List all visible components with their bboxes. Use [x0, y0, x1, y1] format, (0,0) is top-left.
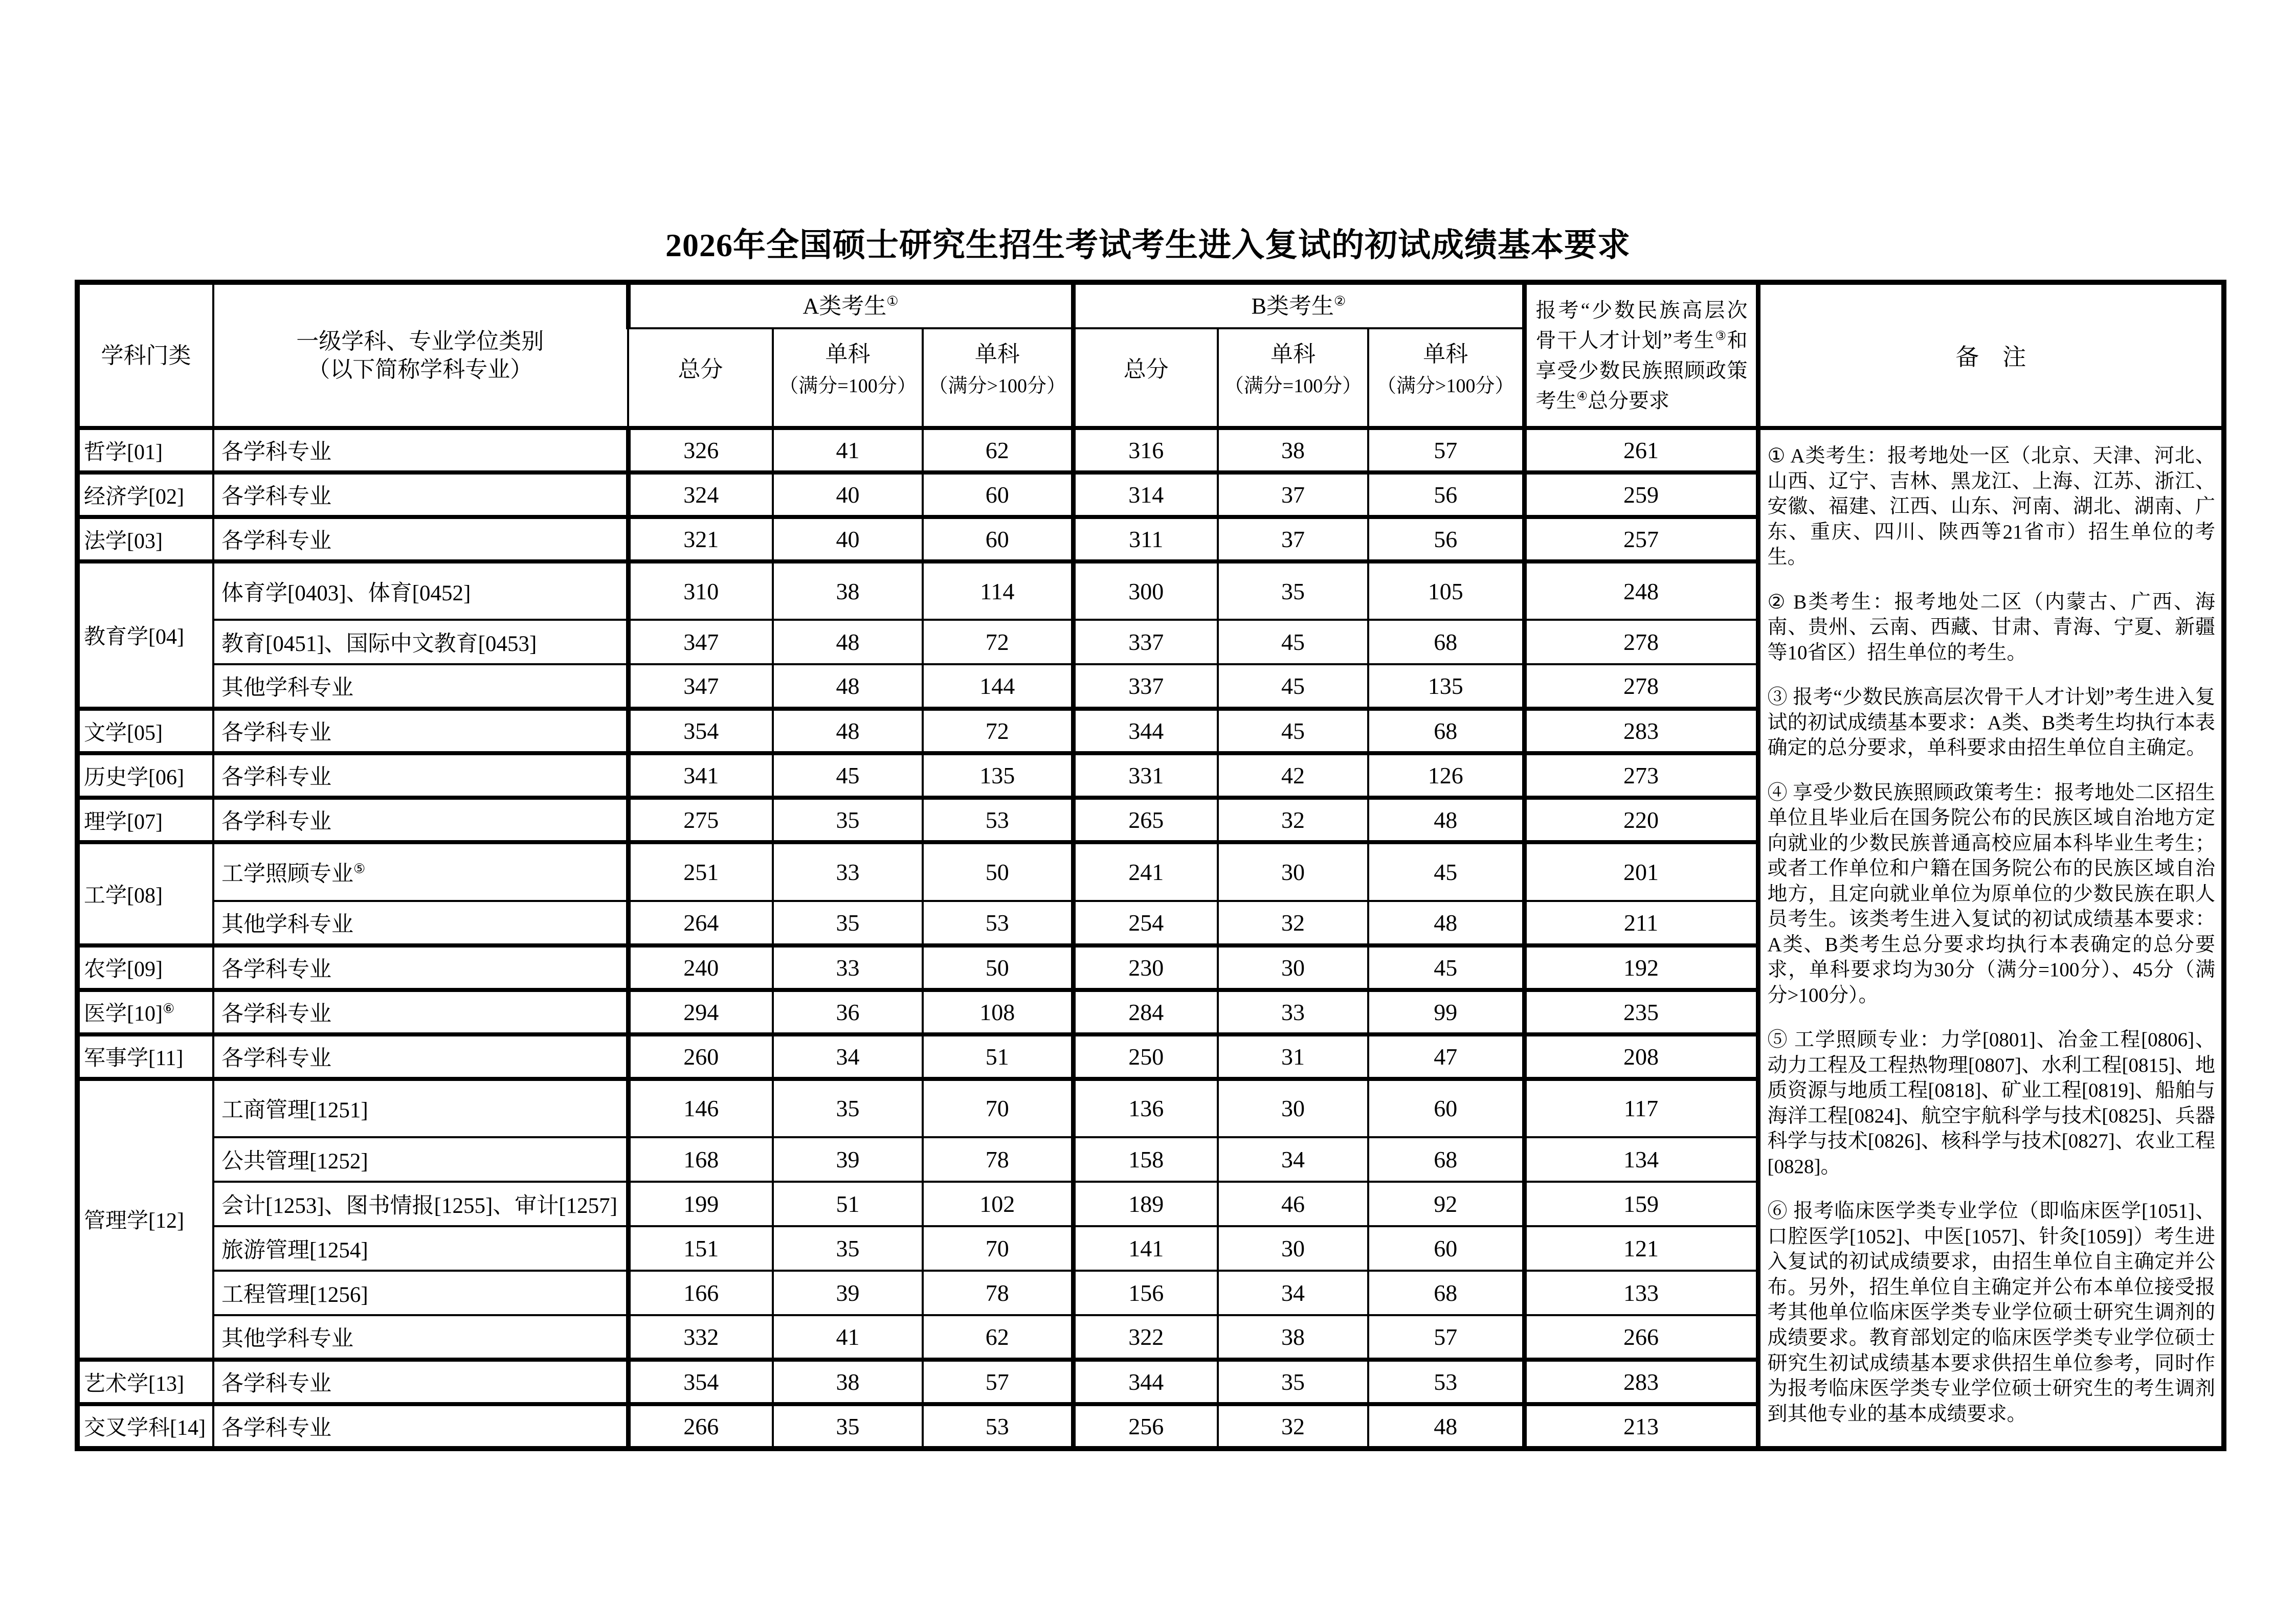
score-cell: 60 — [1368, 1079, 1524, 1137]
header-single-gt100-a — [923, 328, 1073, 428]
score-cell: 354 — [628, 1360, 773, 1404]
score-cell: 38 — [773, 561, 923, 620]
score-cell: 156 — [1073, 1271, 1218, 1315]
score-cell: 38 — [1218, 428, 1368, 472]
score-cell: 310 — [628, 561, 773, 620]
score-cell: 48 — [773, 709, 923, 753]
score-cell: 256 — [1073, 1404, 1218, 1449]
note-paragraph: ① A类考生：报考地处一区（北京、天津、河北、山西、辽宁、吉林、黑龙江、上海、江苏、浙江、安徽、福建、江西、山东、河南、湖北、湖南、广东、重庆、四川、陕西等21省市）招生单位的考生。 — [1767, 445, 2216, 569]
score-cell: 92 — [1368, 1182, 1524, 1226]
subject-cell: 其他学科专业 — [213, 901, 628, 945]
score-cell: 199 — [628, 1182, 773, 1226]
minority-total-cell: 273 — [1524, 753, 1758, 798]
score-cell: 38 — [773, 1360, 923, 1404]
category-cell: 艺术学[13] — [77, 1360, 213, 1404]
category-cell: 工学[08] — [77, 842, 213, 945]
header-remarks: 备 注 — [1758, 282, 2224, 428]
score-cell: 48 — [1368, 798, 1524, 842]
score-cell: 135 — [1368, 664, 1524, 709]
subject-cell: 各学科专业 — [213, 472, 628, 517]
subject-cell: 体育学[0403]、体育[0452] — [213, 561, 628, 620]
score-cell: 284 — [1073, 990, 1218, 1034]
subject-cell: 各学科专业 — [213, 517, 628, 561]
score-cell: 70 — [923, 1226, 1073, 1271]
note-paragraph: ⑥ 报考临床医学类专业学位（即临床医学[1051]、口腔医学[1052]、中医[1057]、针灸[1059]）考生进入复试的初试成绩要求，由招生单位自主确定并公布。另外，招生单位自主确定并公布本单位接受报考其他单位临床医学类专业学位硕士研究生调剂的成绩要求。教育部划定的临床医学类专业学位硕士研究生初试成绩基本要求供招生单位参考，同时作为报考临床医学类专业学位硕士研究生的考生调剂到其他专业的基本成绩要求。 — [1767, 1200, 2216, 1425]
score-cell: 241 — [1073, 842, 1218, 900]
subject-cell: 各学科专业 — [213, 945, 628, 990]
score-cell: 56 — [1368, 472, 1524, 517]
score-cell: 42 — [1218, 753, 1368, 798]
note-paragraph: ④ 享受少数民族照顾政策考生：报考地处二区招生单位且毕业后在国务院公布的民族区域自治地方定向就业的少数民族普通高校应届本科毕业生考生；或者工作单位和户籍在国务院公布的民族区域自治地方，且定向就业单位为原单位的少数民族在职人员考生。该类考生进入复试的初试成绩基本要求：A类、B类考生总分要求均执行本表确定的总分要求，单科要求均为30分（满分=100分）、45分（满分>100分）。 — [1767, 781, 2216, 1006]
minority-total-cell: 208 — [1524, 1034, 1758, 1079]
category-cell: 法学[03] — [77, 517, 213, 561]
header-total-score-b: 总分 — [1073, 328, 1218, 428]
score-cell: 300 — [1073, 561, 1218, 620]
score-cell: 57 — [923, 1360, 1073, 1404]
score-cell: 294 — [628, 990, 773, 1034]
score-cell: 35 — [773, 1079, 923, 1137]
score-cell: 240 — [628, 945, 773, 990]
score-cell: 40 — [773, 472, 923, 517]
score-cell: 32 — [1218, 1404, 1368, 1449]
score-cell: 41 — [773, 428, 923, 472]
score-cell: 126 — [1368, 753, 1524, 798]
score-cell: 108 — [923, 990, 1073, 1034]
score-cell: 102 — [923, 1182, 1073, 1226]
score-cell: 48 — [1368, 901, 1524, 945]
score-cell: 78 — [923, 1271, 1073, 1315]
score-cell: 60 — [923, 472, 1073, 517]
score-cell: 72 — [923, 709, 1073, 753]
score-cell: 53 — [923, 901, 1073, 945]
score-cell: 251 — [628, 842, 773, 900]
category-cell: 历史学[06] — [77, 753, 213, 798]
score-cell: 53 — [923, 1404, 1073, 1449]
score-cell: 254 — [1073, 901, 1218, 945]
subject-cell: 各学科专业 — [213, 798, 628, 842]
single-full-label: （满分=100分） — [779, 375, 917, 397]
score-cell: 56 — [1368, 517, 1524, 561]
subject-cell: 各学科专业 — [213, 753, 628, 798]
subject-cell: 旅游管理[1254] — [213, 1226, 628, 1271]
header-discipline — [213, 282, 628, 428]
score-cell: 46 — [1218, 1182, 1368, 1226]
score-cell: 354 — [628, 709, 773, 753]
category-cell: 文学[05] — [77, 709, 213, 753]
score-cell: 39 — [773, 1271, 923, 1315]
score-cell: 105 — [1368, 561, 1524, 620]
header-group-a — [628, 282, 1073, 328]
header-row-groups — [77, 282, 2224, 328]
score-cell: 275 — [628, 798, 773, 842]
score-cell: 33 — [1218, 990, 1368, 1034]
score-cell: 45 — [1218, 664, 1368, 709]
score-cell: 48 — [773, 620, 923, 664]
score-cell: 337 — [1073, 664, 1218, 709]
minority-total-cell: 266 — [1524, 1315, 1758, 1360]
score-cell: 33 — [773, 842, 923, 900]
score-cell: 168 — [628, 1137, 773, 1182]
header-single-100-b — [1218, 328, 1368, 428]
score-cell: 68 — [1368, 1137, 1524, 1182]
score-cell: 47 — [1368, 1034, 1524, 1079]
score-cell: 57 — [1368, 1315, 1524, 1360]
score-cell: 321 — [628, 517, 773, 561]
category-cell: 理学[07] — [77, 798, 213, 842]
score-cell: 53 — [1368, 1360, 1524, 1404]
score-cell: 50 — [923, 945, 1073, 990]
score-cell: 344 — [1073, 709, 1218, 753]
header-single-gt100-b — [1368, 328, 1524, 428]
single-full-label: （满分>100分） — [1377, 375, 1514, 397]
score-cell: 30 — [1218, 945, 1368, 990]
single-full-label: （满分>100分） — [928, 375, 1066, 397]
header-subject-category: 学科门类 — [77, 282, 213, 428]
score-cell: 35 — [773, 798, 923, 842]
score-cell: 35 — [773, 901, 923, 945]
minority-total-cell: 220 — [1524, 798, 1758, 842]
footnote-marker-1: ① — [886, 294, 899, 309]
group-b-label: B类考生 — [1251, 294, 1334, 319]
score-cell: 68 — [1368, 1271, 1524, 1315]
header-minority-plan: 报考“少数民族高层次骨干人才计划”考生③和享受少数民族照顾政策考生④总分要求 — [1524, 282, 1758, 428]
subject-cell: 各学科专业 — [213, 1034, 628, 1079]
minority-total-cell: 201 — [1524, 842, 1758, 900]
minority-total-cell: 259 — [1524, 472, 1758, 517]
score-cell: 322 — [1073, 1315, 1218, 1360]
header-total-score-a: 总分 — [628, 328, 773, 428]
score-cell: 341 — [628, 753, 773, 798]
score-cell: 62 — [923, 1315, 1073, 1360]
category-cell: 医学[10]⑥ — [77, 990, 213, 1034]
score-cell: 72 — [923, 620, 1073, 664]
score-cell: 30 — [1218, 842, 1368, 900]
header-discipline-line1: 一级学科、专业学位类别 — [296, 329, 544, 354]
score-cell: 264 — [628, 901, 773, 945]
minority-total-cell: 257 — [1524, 517, 1758, 561]
subject-cell: 各学科专业 — [213, 709, 628, 753]
score-table — [75, 280, 2226, 1451]
subject-cell: 各学科专业 — [213, 428, 628, 472]
score-cell: 314 — [1073, 472, 1218, 517]
note-paragraph: ⑤ 工学照顾专业：力学[0801]、冶金工程[0806]、动力工程及工程热物理[0807]、水利工程[0815]、地质资源与地质工程[0818]、矿业工程[0819]、船舶与海洋工程[0824]、航空宇航科学与技术[0825]、兵器科学与技术[0826]、核科学与技术[0827]、农业工程[0828]。 — [1767, 1029, 2216, 1178]
score-cell: 316 — [1073, 428, 1218, 472]
score-cell: 35 — [773, 1404, 923, 1449]
score-cell: 40 — [773, 517, 923, 561]
score-cell: 347 — [628, 664, 773, 709]
subject-cell: 会计[1253]、图书情报[1255]、审计[1257] — [213, 1182, 628, 1226]
single-full-label: （满分=100分） — [1224, 375, 1362, 397]
score-cell: 158 — [1073, 1137, 1218, 1182]
score-cell: 32 — [1218, 901, 1368, 945]
single-label: 单科 — [1270, 341, 1316, 367]
minority-total-cell: 192 — [1524, 945, 1758, 990]
score-cell: 35 — [1218, 1360, 1368, 1404]
table-body — [77, 428, 2224, 1449]
score-cell: 45 — [1368, 842, 1524, 900]
subject-cell: 公共管理[1252] — [213, 1137, 628, 1182]
footnote-marker: ⑤ — [353, 861, 366, 876]
score-cell: 331 — [1073, 753, 1218, 798]
subject-cell: 其他学科专业 — [213, 1315, 628, 1360]
header-discipline-line2: （以下简称学科专业） — [307, 357, 533, 382]
category-cell: 管理学[12] — [77, 1079, 213, 1360]
table-row — [77, 428, 2224, 472]
score-cell: 78 — [923, 1137, 1073, 1182]
minority-total-cell: 121 — [1524, 1226, 1758, 1271]
subject-cell: 教育[0451]、国际中文教育[0453] — [213, 620, 628, 664]
score-cell: 45 — [773, 753, 923, 798]
footnote-marker: ④ — [1576, 390, 1588, 403]
minority-total-cell: 278 — [1524, 664, 1758, 709]
subject-cell: 工商管理[1251] — [213, 1079, 628, 1137]
minority-total-cell: 117 — [1524, 1079, 1758, 1137]
category-cell: 教育学[04] — [77, 561, 213, 709]
score-cell: 324 — [628, 472, 773, 517]
score-cell: 60 — [923, 517, 1073, 561]
score-cell: 347 — [628, 620, 773, 664]
header-group-b — [1073, 282, 1524, 328]
score-cell: 332 — [628, 1315, 773, 1360]
score-cell: 45 — [1218, 620, 1368, 664]
score-cell: 260 — [628, 1034, 773, 1079]
score-cell: 326 — [628, 428, 773, 472]
single-label: 单科 — [1423, 341, 1468, 367]
minority-total-cell: 283 — [1524, 1360, 1758, 1404]
score-cell: 38 — [1218, 1315, 1368, 1360]
score-cell: 57 — [1368, 428, 1524, 472]
page-title: 2026年全国硕士研究生招生考试考生进入复试的初试成绩基本要求 — [665, 227, 1631, 263]
subject-cell: 工学照顾专业⑤ — [213, 842, 628, 900]
footnote-marker-2: ② — [1334, 294, 1346, 309]
score-cell: 30 — [1218, 1226, 1368, 1271]
note-paragraph: ② B类考生：报考地处二区（内蒙古、广西、海南、贵州、云南、西藏、甘肃、青海、宁夏、新疆等10省区）招生单位的考生。 — [1767, 591, 2216, 664]
minority-total-cell: 133 — [1524, 1271, 1758, 1315]
score-cell: 146 — [628, 1079, 773, 1137]
score-cell: 34 — [1218, 1271, 1368, 1315]
score-cell: 60 — [1368, 1226, 1524, 1271]
minority-total-cell: 261 — [1524, 428, 1758, 472]
score-cell: 30 — [1218, 1079, 1368, 1137]
score-cell: 344 — [1073, 1360, 1218, 1404]
score-cell: 70 — [923, 1079, 1073, 1137]
minority-total-cell: 283 — [1524, 709, 1758, 753]
group-a-label: A类考生 — [803, 294, 887, 319]
score-cell: 33 — [773, 945, 923, 990]
score-cell: 250 — [1073, 1034, 1218, 1079]
score-cell: 141 — [1073, 1226, 1218, 1271]
score-cell: 189 — [1073, 1182, 1218, 1226]
score-cell: 53 — [923, 798, 1073, 842]
score-cell: 99 — [1368, 990, 1524, 1034]
minority-total-cell: 159 — [1524, 1182, 1758, 1226]
score-cell: 51 — [773, 1182, 923, 1226]
score-cell: 39 — [773, 1137, 923, 1182]
subject-cell: 各学科专业 — [213, 1404, 628, 1449]
minority-total-cell: 211 — [1524, 901, 1758, 945]
score-cell: 135 — [923, 753, 1073, 798]
score-cell: 337 — [1073, 620, 1218, 664]
minority-total-cell: 248 — [1524, 561, 1758, 620]
score-cell: 45 — [1218, 709, 1368, 753]
score-cell: 32 — [1218, 798, 1368, 842]
footnote-marker: ⑥ — [162, 1001, 175, 1017]
score-cell: 34 — [1218, 1137, 1368, 1182]
header-single-100-a — [773, 328, 923, 428]
score-cell: 266 — [628, 1404, 773, 1449]
score-cell: 41 — [773, 1315, 923, 1360]
score-cell: 144 — [923, 664, 1073, 709]
score-cell: 35 — [773, 1226, 923, 1271]
score-cell: 45 — [1368, 945, 1524, 990]
score-cell: 62 — [923, 428, 1073, 472]
score-cell: 48 — [1368, 1404, 1524, 1449]
subject-cell: 其他学科专业 — [213, 664, 628, 709]
category-cell: 经济学[02] — [77, 472, 213, 517]
minority-total-cell: 134 — [1524, 1137, 1758, 1182]
score-cell: 31 — [1218, 1034, 1368, 1079]
single-label: 单科 — [825, 341, 871, 367]
score-cell: 265 — [1073, 798, 1218, 842]
category-cell: 哲学[01] — [77, 428, 213, 472]
score-cell: 48 — [773, 664, 923, 709]
subject-cell: 工程管理[1256] — [213, 1271, 628, 1315]
score-cell: 50 — [923, 842, 1073, 900]
score-cell: 68 — [1368, 620, 1524, 664]
table-header — [77, 282, 2224, 428]
score-cell: 166 — [628, 1271, 773, 1315]
score-cell: 36 — [773, 990, 923, 1034]
score-cell: 311 — [1073, 517, 1218, 561]
minority-total-cell: 213 — [1524, 1404, 1758, 1449]
category-cell: 农学[09] — [77, 945, 213, 990]
minority-total-cell: 278 — [1524, 620, 1758, 664]
score-cell: 114 — [923, 561, 1073, 620]
note-paragraph: ③ 报考“少数民族高层次骨干人才计划”考生进入复试的初试成绩基本要求：A类、B类考生均执行本表确定的总分要求，单科要求由招生单位自主确定。 — [1767, 686, 2216, 759]
score-cell: 151 — [628, 1226, 773, 1271]
score-cell: 230 — [1073, 945, 1218, 990]
remarks-cell — [1758, 428, 2224, 1449]
category-cell: 交叉学科[14] — [77, 1404, 213, 1449]
subject-cell: 各学科专业 — [213, 990, 628, 1034]
category-cell: 军事学[11] — [77, 1034, 213, 1079]
subject-cell: 各学科专业 — [213, 1360, 628, 1404]
score-cell: 136 — [1073, 1079, 1218, 1137]
score-cell: 68 — [1368, 709, 1524, 753]
single-label: 单科 — [974, 341, 1020, 367]
score-cell: 37 — [1218, 472, 1368, 517]
score-cell: 35 — [1218, 561, 1368, 620]
score-cell: 34 — [773, 1034, 923, 1079]
score-cell: 51 — [923, 1034, 1073, 1079]
score-cell: 37 — [1218, 517, 1368, 561]
footnote-marker: ③ — [1715, 329, 1727, 343]
minority-total-cell: 235 — [1524, 990, 1758, 1034]
